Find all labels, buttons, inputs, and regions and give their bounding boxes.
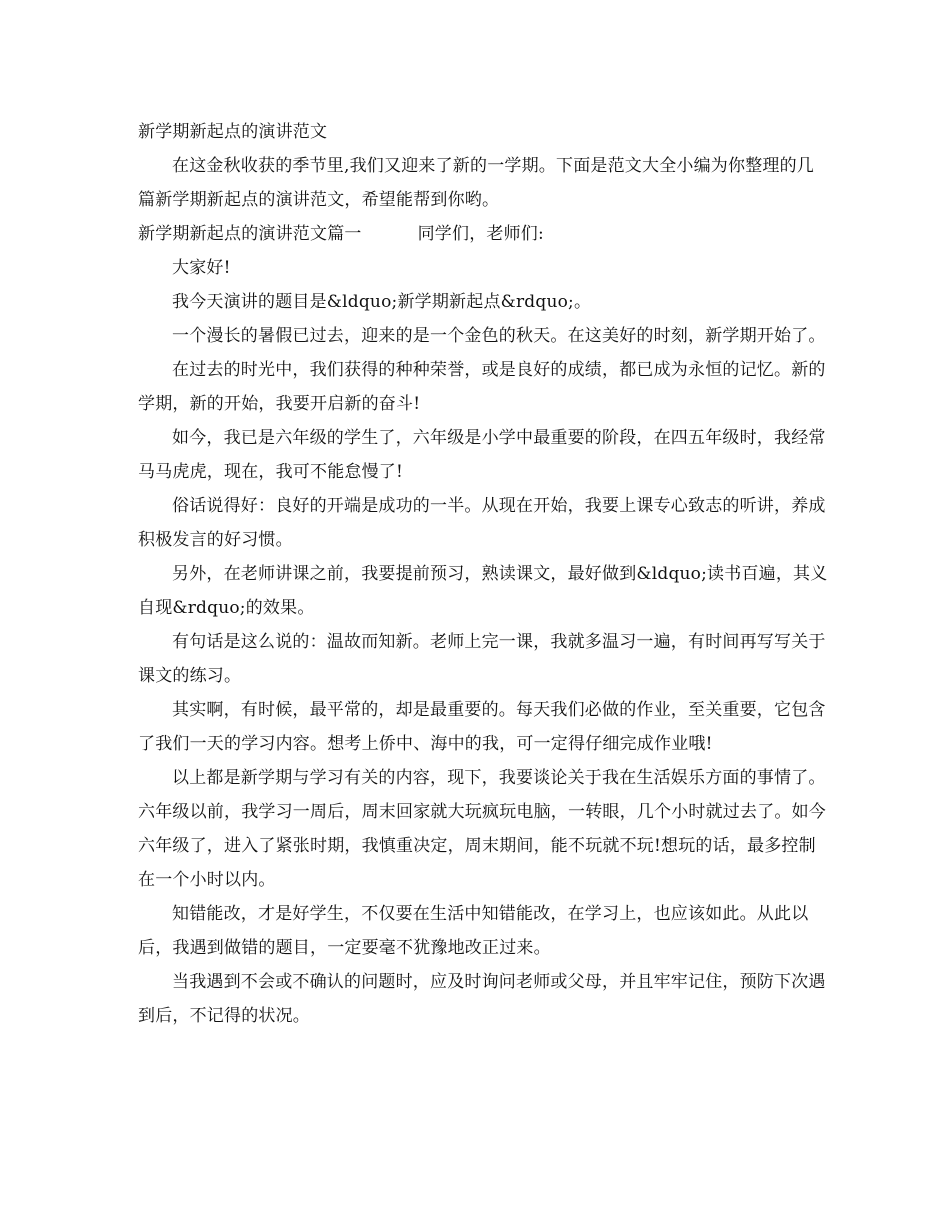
paragraph-summer: 一个漫长的暑假已过去，迎来的是一个金色的秋天。在这美好的时刻，新学期开始了。 <box>172 326 826 346</box>
salutation: 同学们，老师们: <box>417 224 544 244</box>
paragraph-saying: 俗话说得好：良好的开端是成功的一半。从现在开始，我要上课专心致志的听讲，养成积极发言的好习惯。 <box>138 496 826 550</box>
paragraph-entertainment: 以上都是新学期与学习有关的内容，现下，我要谈论关于我在生活娱乐方面的事情了。六年级以前，我学习一周后，周末回家就大玩疯玩电脑，一转眼，几个小时就过去了。如今六年级了，进入了紧张时期，我慎重决定，周末期间，能不玩就不玩!想玩的话，最多控制在一个小时以内。 <box>138 768 826 890</box>
document-title: 新学期新起点的演讲范文 <box>138 122 328 142</box>
paragraph-past: 在过去的时光中，我们获得的种种荣誉，或是良好的成绩，都已成为永恒的记忆。新的学期，新的开始，我要开启新的奋斗! <box>138 360 826 414</box>
document-body <box>138 115 828 1033</box>
paragraph-homework: 其实啊，有时候，最平常的，却是最重要的。每天我们必做的作业，至关重要，它包含了我们一天的学习内容。想考上侨中、海中的我，可一定得仔细完成作业哦! <box>138 700 826 754</box>
paragraph-topic: 我今天演讲的题目是&ldquo;新学期新起点&rdquo;。 <box>172 292 592 312</box>
paragraph-grade-six: 如今，我已是六年级的学生了，六年级是小学中最重要的阶段，在四五年级时，我经常马马虎虎，现在，我可不能怠慢了! <box>138 428 826 482</box>
paragraph-preview: 另外，在老师讲课之前，我要提前预习，熟读课文，最好做到&ldquo;读书百遍，其义自现&rdquo;的效果。 <box>138 564 828 618</box>
paragraph-greeting: 大家好! <box>172 258 231 278</box>
document-intro: 在这金秋收获的季节里,我们又迎来了新的一学期。下面是范文大全小编为你整理的几篇新学期新起点的演讲范文，希望能帮到你哟。 <box>138 156 815 210</box>
paragraph-ask-questions: 当我遇到不会或不确认的问题时，应及时询问老师或父母，并且牢牢记住，预防下次遇到后，不记得的状况。 <box>138 972 826 1026</box>
section-header-row <box>138 217 828 251</box>
paragraph-review: 有句话是这么说的：温故而知新。老师上完一课，我就多温习一遍，有时间再写写关于课文的练习。 <box>138 632 826 686</box>
paragraph-correct-errors: 知错能改，才是好学生，不仅要在生活中知错能改，在学习上，也应该如此。从此以后，我遇到做错的题目，一定要毫不犹豫地改正过来。 <box>138 904 809 958</box>
section-heading: 新学期新起点的演讲范文篇一 <box>138 224 362 244</box>
